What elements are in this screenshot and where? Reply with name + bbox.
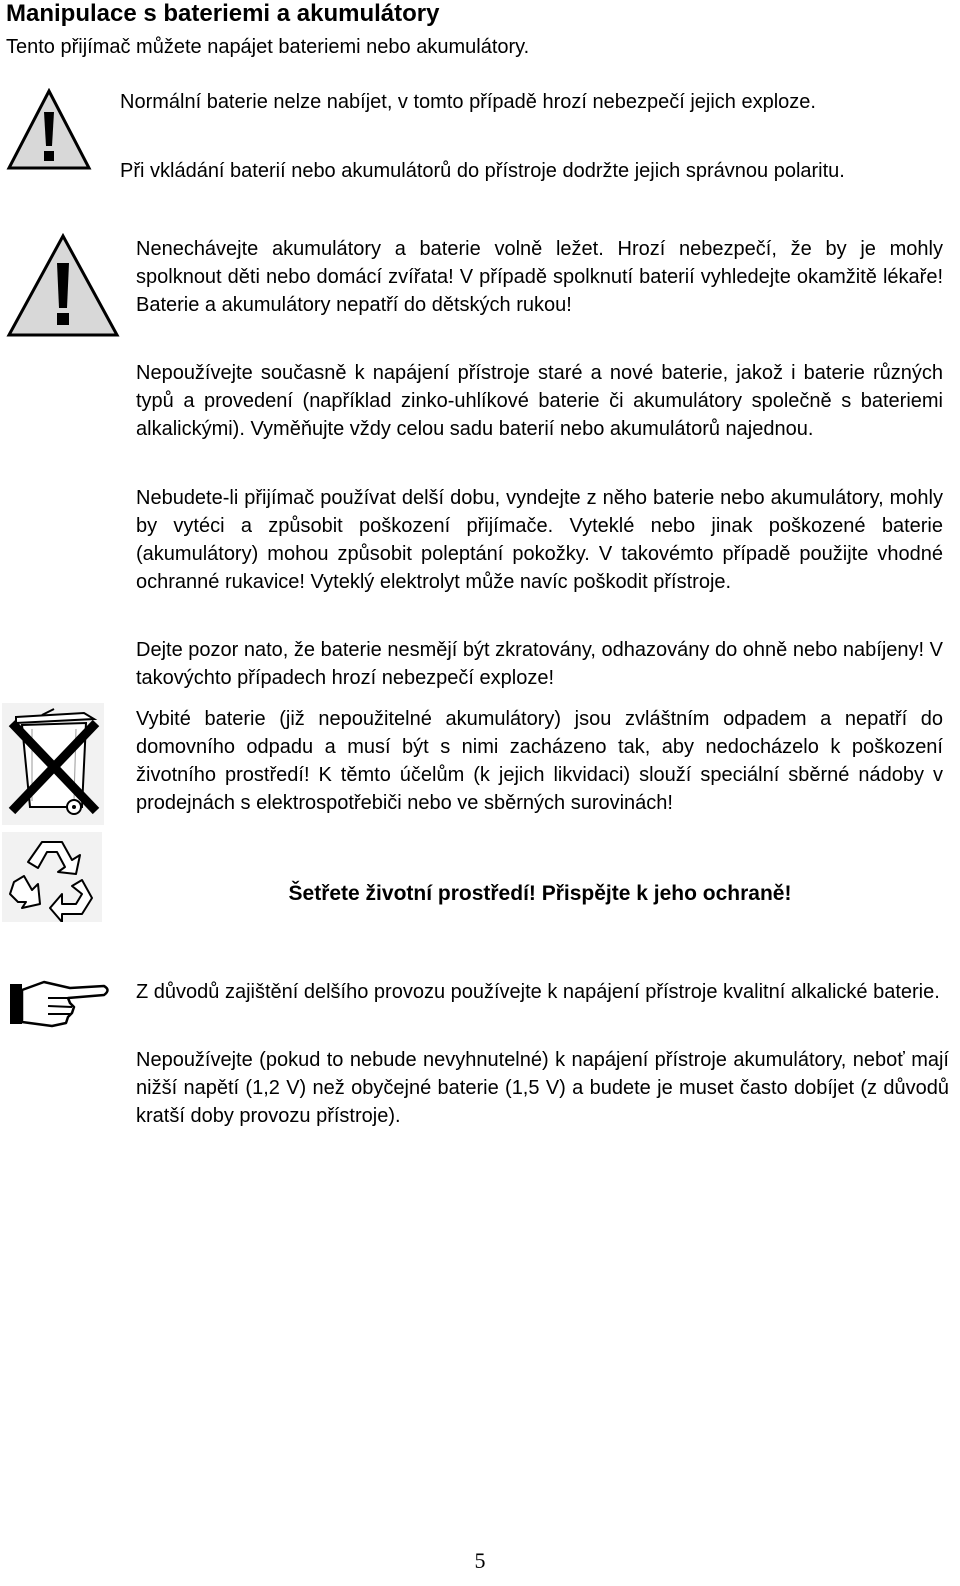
paragraph-short-circuit: Dejte pozor nato, že baterie nesmějí být zkratovány, odhazovány do ohně nebo nabíjeny! V takovýchto případech hrozí nebezpečí exploze! <box>136 639 943 689</box>
pointing-hand-icon <box>8 976 112 1034</box>
warning-icon <box>6 233 120 339</box>
paragraph-alkaline: Z důvodů zajištění delšího provozu používejte k napájení přístroje kvalitní alkalické baterie. <box>136 981 940 1003</box>
page-number: 5 <box>474 1548 486 1573</box>
paragraph-mixing: Nepoužívejte současně k napájení přístroje staré a nové baterie, jakož i baterie různých typů a provedení (například zinko-uhlíkové baterie či akumulátory společně s bateriemi alkalickými). Vyměňujte vždy celou sadu baterií nebo akumulátorů najednou. <box>136 362 943 440</box>
intro-text: Tento přijímač můžete napájet bateriemi nebo akumulátory. <box>6 36 530 58</box>
paragraph-children: Nenechávejte akumulátory a baterie volně ležet. Hrozí nebezpečí, že by je mohly spolknout děti nebo domácí zvířata! V případě spolknutí baterií vyhledejte okamžitě lékaře! Baterie a akumulátory nepatří do dětských rukou! <box>136 238 943 316</box>
paragraph-accumulators: Nepoužívejte (pokud to nebude nevyhnutelné) k napájení přístroje akumulátory, neboť mají nižší napětí (1,2 V) než obyčejné baterie (1,5 V) a budete je muset často dobíjet (z důvodů kratší doby provozu přístroje). <box>136 1049 949 1127</box>
recycling-icon <box>2 832 102 922</box>
paragraph-polarity: Při vkládání baterií nebo akumulátorů do přístroje dodržte jejich správnou polaritu. <box>120 160 845 182</box>
crossed-bin-icon <box>2 703 104 825</box>
page-title: Manipulace s bateriemi a akumulátory <box>6 0 440 27</box>
paragraph-leakage: Nebudete-li přijímač používat delší dobu, vyndejte z něho baterie nebo akumulátory, mohly by vytéci a způsobit poškození přijímače. Vyteklé nebo jinak poškozené baterie (akumulátory) mohou způsobit poleptání pokožky. V takovémto případě použijte vhodné ochranné rukavice! Vyteklý elektrolyt může navíc poškodit přístroje. <box>136 487 943 593</box>
warning-icon <box>6 88 92 172</box>
paragraph-no-recharge: Normální baterie nelze nabíjet, v tomto případě hrozí nebezpečí jejich exploze. <box>120 91 816 113</box>
slogan: Šetřete životní prostředí! Přispějte k jeho ochraně! <box>288 882 792 905</box>
paragraph-disposal: Vybité baterie (již nepoužitelné akumulátory) jsou zvláštním odpadem a nepatří do domovního odpadu a musí být s nimi zacházeno tak, aby nedocházelo k poškození životního prostředí! K těmto účelům (k jejich likvidaci) slouží speciální sběrné nádoby v prodejnách s elektrospotřebiči nebo ve sběrných surovinách! <box>136 708 943 814</box>
